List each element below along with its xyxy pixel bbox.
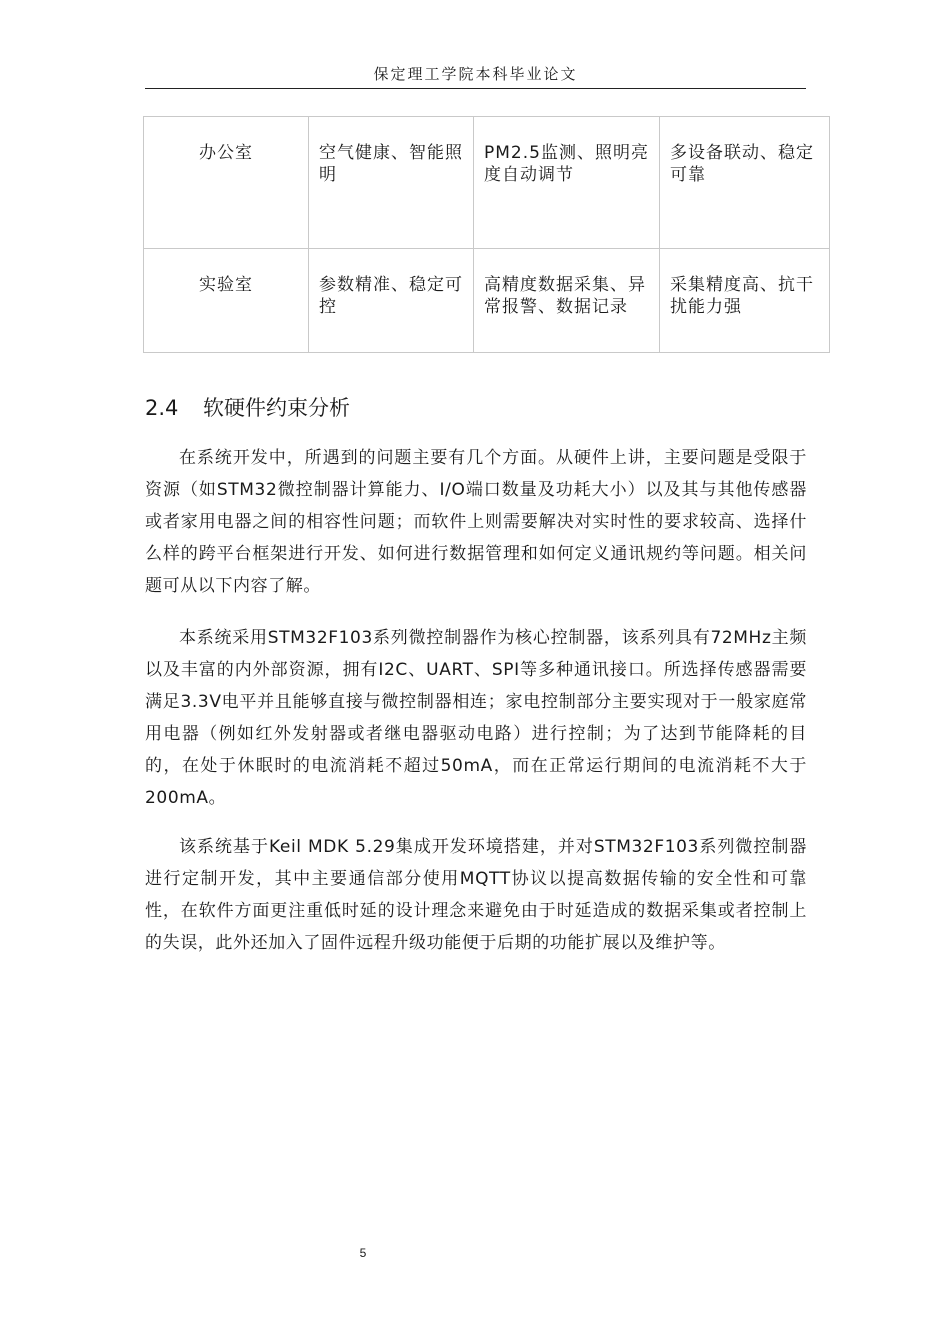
table-row bbox=[144, 117, 830, 249]
body-paragraph: 本系统采用STM32F103系列微控制器作为核心控制器，该系列具有72MHz主频以及丰富的内外部资源，拥有I2C、UART、SPI等多种通讯接口。所选择传感器需要满足3.3V电平并且能够直接与微控制器相连；家电控制部分主要实现对于一般家庭常用电器（例如红外发射器或者继电器驱动电路）进行控制；为了达到节能降耗的目的，在处于休眠时的电流消耗不超过50mA，而在正常运行期间的电流消耗不大于200mA。 bbox=[145, 628, 807, 808]
table-row bbox=[144, 249, 830, 353]
table-cell-function: 高精度数据采集、异常报警、数据记录 bbox=[474, 249, 660, 353]
page-header bbox=[145, 62, 806, 89]
body-paragraph: 在系统开发中，所遇到的问题主要有几个方面。从硬件上讲，主要问题是受限于资源（如STM32微控制器计算能力、I/O端口数量及功耗大小）以及其与其他传感器或者家用电器之间的相容性问题；而软件上则需要解决对实时性的要求较高、选择什么样的跨平台框架进行开发、如何进行数据管理和如何定义通讯规约等问题。相关问题可从以下内容了解。 bbox=[145, 448, 807, 596]
table-cell-function: PM2.5监测、照明亮度自动调节 bbox=[474, 117, 660, 249]
section-heading bbox=[145, 394, 350, 422]
table-cell-requirement: 空气健康、智能照明 bbox=[309, 117, 474, 249]
body-paragraph: 该系统基于Keil MDK 5.29集成开发环境搭建，并对STM32F103系列微控制器进行定制开发，其中主要通信部分使用MQTT协议以提高数据传输的安全性和可靠性，在软件方面更注重低时延的设计理念来避免由于时延造成的数据采集或者控制上的失误，此外还加入了固件远程升级功能便于后期的功能扩展以及维护等。 bbox=[145, 837, 807, 953]
page-number: 5 bbox=[359, 1246, 367, 1260]
table-cell-scene: 实验室 bbox=[144, 249, 309, 353]
section-number: 2.4 bbox=[145, 396, 179, 420]
scenario-requirements-table bbox=[143, 116, 830, 353]
header-title: 保定理工学院本科毕业论文 bbox=[373, 65, 578, 83]
table-cell-feature: 多设备联动、稳定可靠 bbox=[660, 117, 830, 249]
section-title-text: 软硬件约束分析 bbox=[203, 396, 350, 420]
table-cell-feature: 采集精度高、抗干扰能力强 bbox=[660, 249, 830, 353]
table-cell-requirement: 参数精准、稳定可控 bbox=[309, 249, 474, 353]
table-cell-scene: 办公室 bbox=[144, 117, 309, 249]
